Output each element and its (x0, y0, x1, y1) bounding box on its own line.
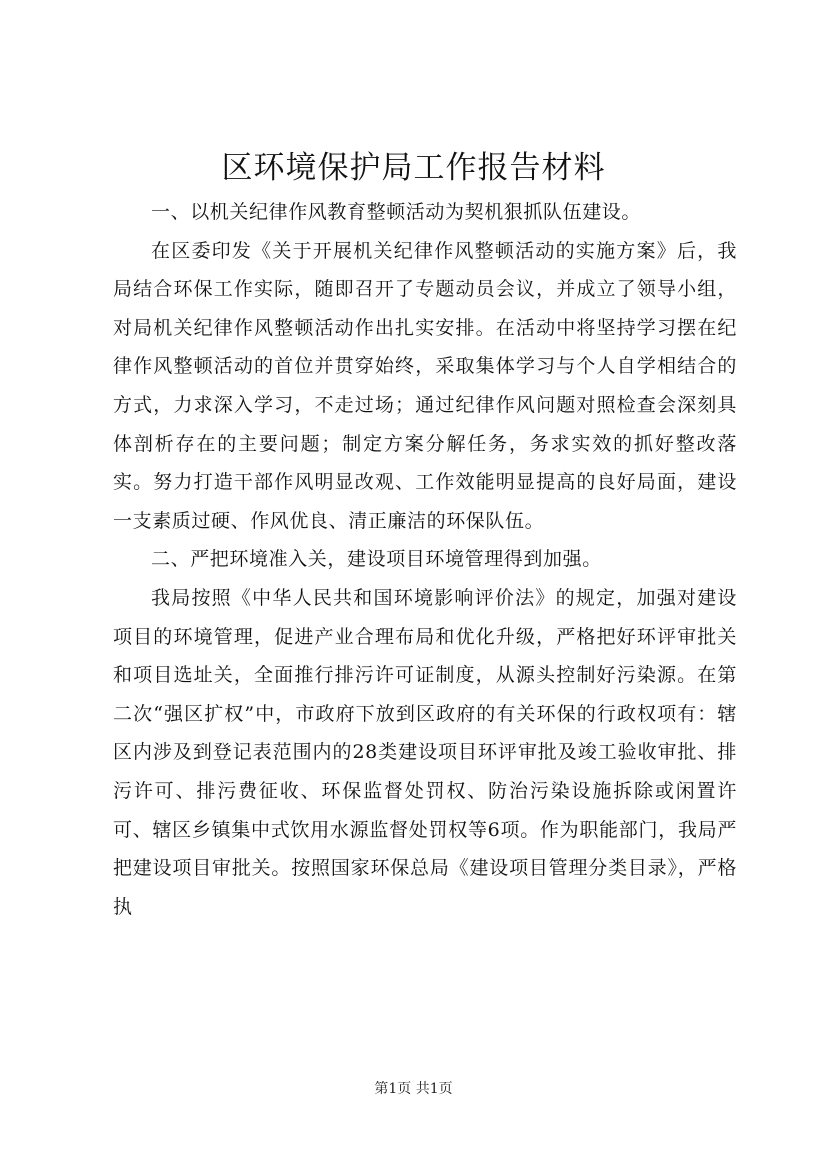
page-footer: 第1页 共1页 (374, 1081, 453, 1097)
body-paragraph-1: 在区委印发《关于开展机关纪律作风整顿活动的实施方案》后，我局结合环保工作实际，随即召开了专题动员会议，并成立了领导小组，对局机关纪律作风整顿活动作出扎实安排。在活动中将坚持学习摆在纪律作风整顿活动的首位并贯穿始终，采取集体学习与个人自学相结合的方式，力求深入学习，不走过场；通过纪律作风问题对照检查会深刻具体剖析存在的主要问题；制定方案分解任务，务求实效的抓好整改落实。努力打造干部作风明显改观、工作效能明显提高的良好局面，建设一支素质过硬、作风优良、清正廉洁的环保队伍。 (113, 239, 737, 532)
body-paragraph-2: 我局按照《中华人民共和国环境影响评价法》的规定，加强对建设项目的环境管理，促进产业合理布局和优化升级，严格把好环评审批关和项目选址关，全面推行排污许可证制度，从源头控制好污染源。在第二次“强区扩权”中，市政府下放到区政府的有关环保的行政权项有：辖区内涉及到登记表范围内的28类建设项目环评审批及竣工验收审批、排污许可、排污费征收、环保监督处罚权、防治污染设施拆除或闲置许可、辖区乡镇集中式饮用水源监督处罚权等6项。作为职能部门，我局严把建设项目审批关。按照国家环保总局《建设项目管理分类目录》，严格执 (113, 586, 737, 918)
section-heading-1: 一、以机关纪律作风教育整顿活动为契机狠抓队伍建设。 (151, 201, 642, 223)
document-title: 区环境保护局工作报告材料 (221, 150, 606, 186)
document-body (113, 193, 737, 926)
section-heading-2: 二、严把环境准入关，建设项目环境管理得到加强。 (151, 548, 602, 571)
